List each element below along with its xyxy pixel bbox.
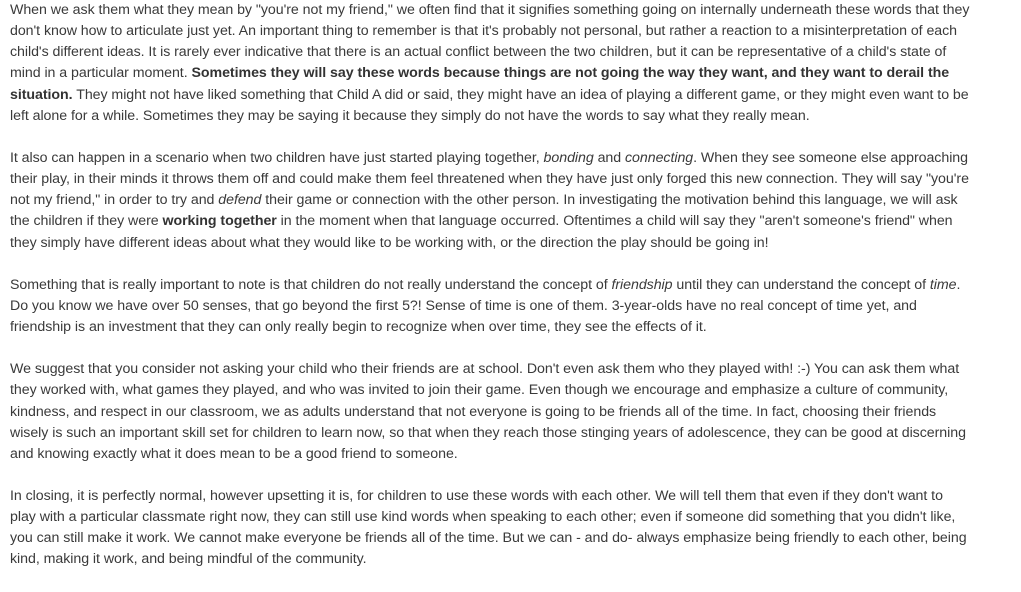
paragraph-2-text-a: It also can happen in a scenario when two children have just started playing together,: [10, 149, 544, 166]
paragraph-1-text-a: When we ask them what they mean by "you're not my friend," we often find that it signifies something going on internally underneath these words that they don't know how to articulate just yet. An important thing to remember is that it's probably not personal, but rather a reaction to a misinterpretation of each child's different ideas. It is rarely ever indicative that there is an actual conflict between the two children, but it can be representative of a child's state of mind in a particular moment.: [10, 2, 970, 82]
paragraph-2-italic-connecting: connecting: [625, 149, 694, 166]
paragraph-4: [10, 359, 970, 465]
paragraph-2-bold: working together: [162, 213, 277, 230]
paragraph-1-text-b: They might not have liked something that Child A did or said, they might have an idea of playing a different game, or they might even want to be left alone for a while. Sometimes they may be saying it because they simply do not have the words to say what they really mean.: [10, 86, 969, 124]
paragraph-2-italic-defend: defend: [218, 192, 262, 209]
paragraph-3-italic-friendship: friendship: [611, 276, 673, 293]
paragraph-3: [10, 275, 970, 338]
paragraph-5-text: In closing, it is perfectly normal, however upsetting it is, for children to use these words with each other. We will tell them that even if they don't want to play with a particular classmate right now, they can still use kind words when speaking to each other; even if someone did something that you didn't like, you can still make it work. We cannot make everyone be friends all of the time. But we can - and do- always emphasize being friendly to each other, being kind, making it work, and being mindful of the community.: [10, 487, 967, 568]
paragraph-2-text-d: their game or connection with the other person. In investigating the motivation behind this language, we will ask the children if they were: [10, 192, 958, 230]
paragraph-2-text-e: in the moment when that language occurred. Oftentimes a child will say they "aren't someone's friend" when they simply have different ideas about what they would like to be working with, or the direction the play should be going in!: [10, 213, 953, 251]
paragraph-1: [10, 0, 970, 127]
paragraph-3-text-c: . Do you know we have over 50 senses, that go beyond the first 5?! Sense of time is one of them. 3-year-olds have no real concept of time yet, and friendship is an investment that they can only really begin to recognize when over time, they see the effects of it.: [10, 276, 961, 336]
paragraph-3-italic-time: time: [929, 276, 957, 293]
paragraph-3-text-a: Something that is really important to note is that children do not really understand the concept of: [10, 276, 612, 293]
paragraph-2-text-b: and: [593, 149, 626, 166]
paragraph-3-text-b: until they can understand the concept of: [672, 276, 930, 293]
paragraph-2-italic-bonding: bonding: [543, 149, 594, 166]
paragraph-2-text-c: . When they see someone else approaching their play, in their minds it throws them off and could make them feel threatened when they have just only forged this new connection. They will say "you're not my friend," in order to try and: [10, 149, 969, 209]
paragraph-5: [10, 486, 970, 571]
paragraph-4-text: We suggest that you consider not asking your child who their friends are at school. Don't even ask them who they played with! :-) You can ask them what they worked with, what games they played, and who was invited to join their game. Even though we encourage and emphasize a culture of community, kindness, and respect in our classroom, we as adults understand that not everyone is going to be friends all of the time. In fact, choosing their friends wisely is such an important skill set for children to learn now, so that when they reach those stinging years of adolescence, they can be good at discerning and knowing exactly what it does mean to be a good friend to someone.: [10, 361, 966, 462]
paragraph-2: [10, 148, 970, 254]
article-body: [10, 0, 970, 592]
paragraph-1-bold: Sometimes they will say these words because things are not going the way they want, and they want to derail the situation.: [10, 65, 950, 103]
